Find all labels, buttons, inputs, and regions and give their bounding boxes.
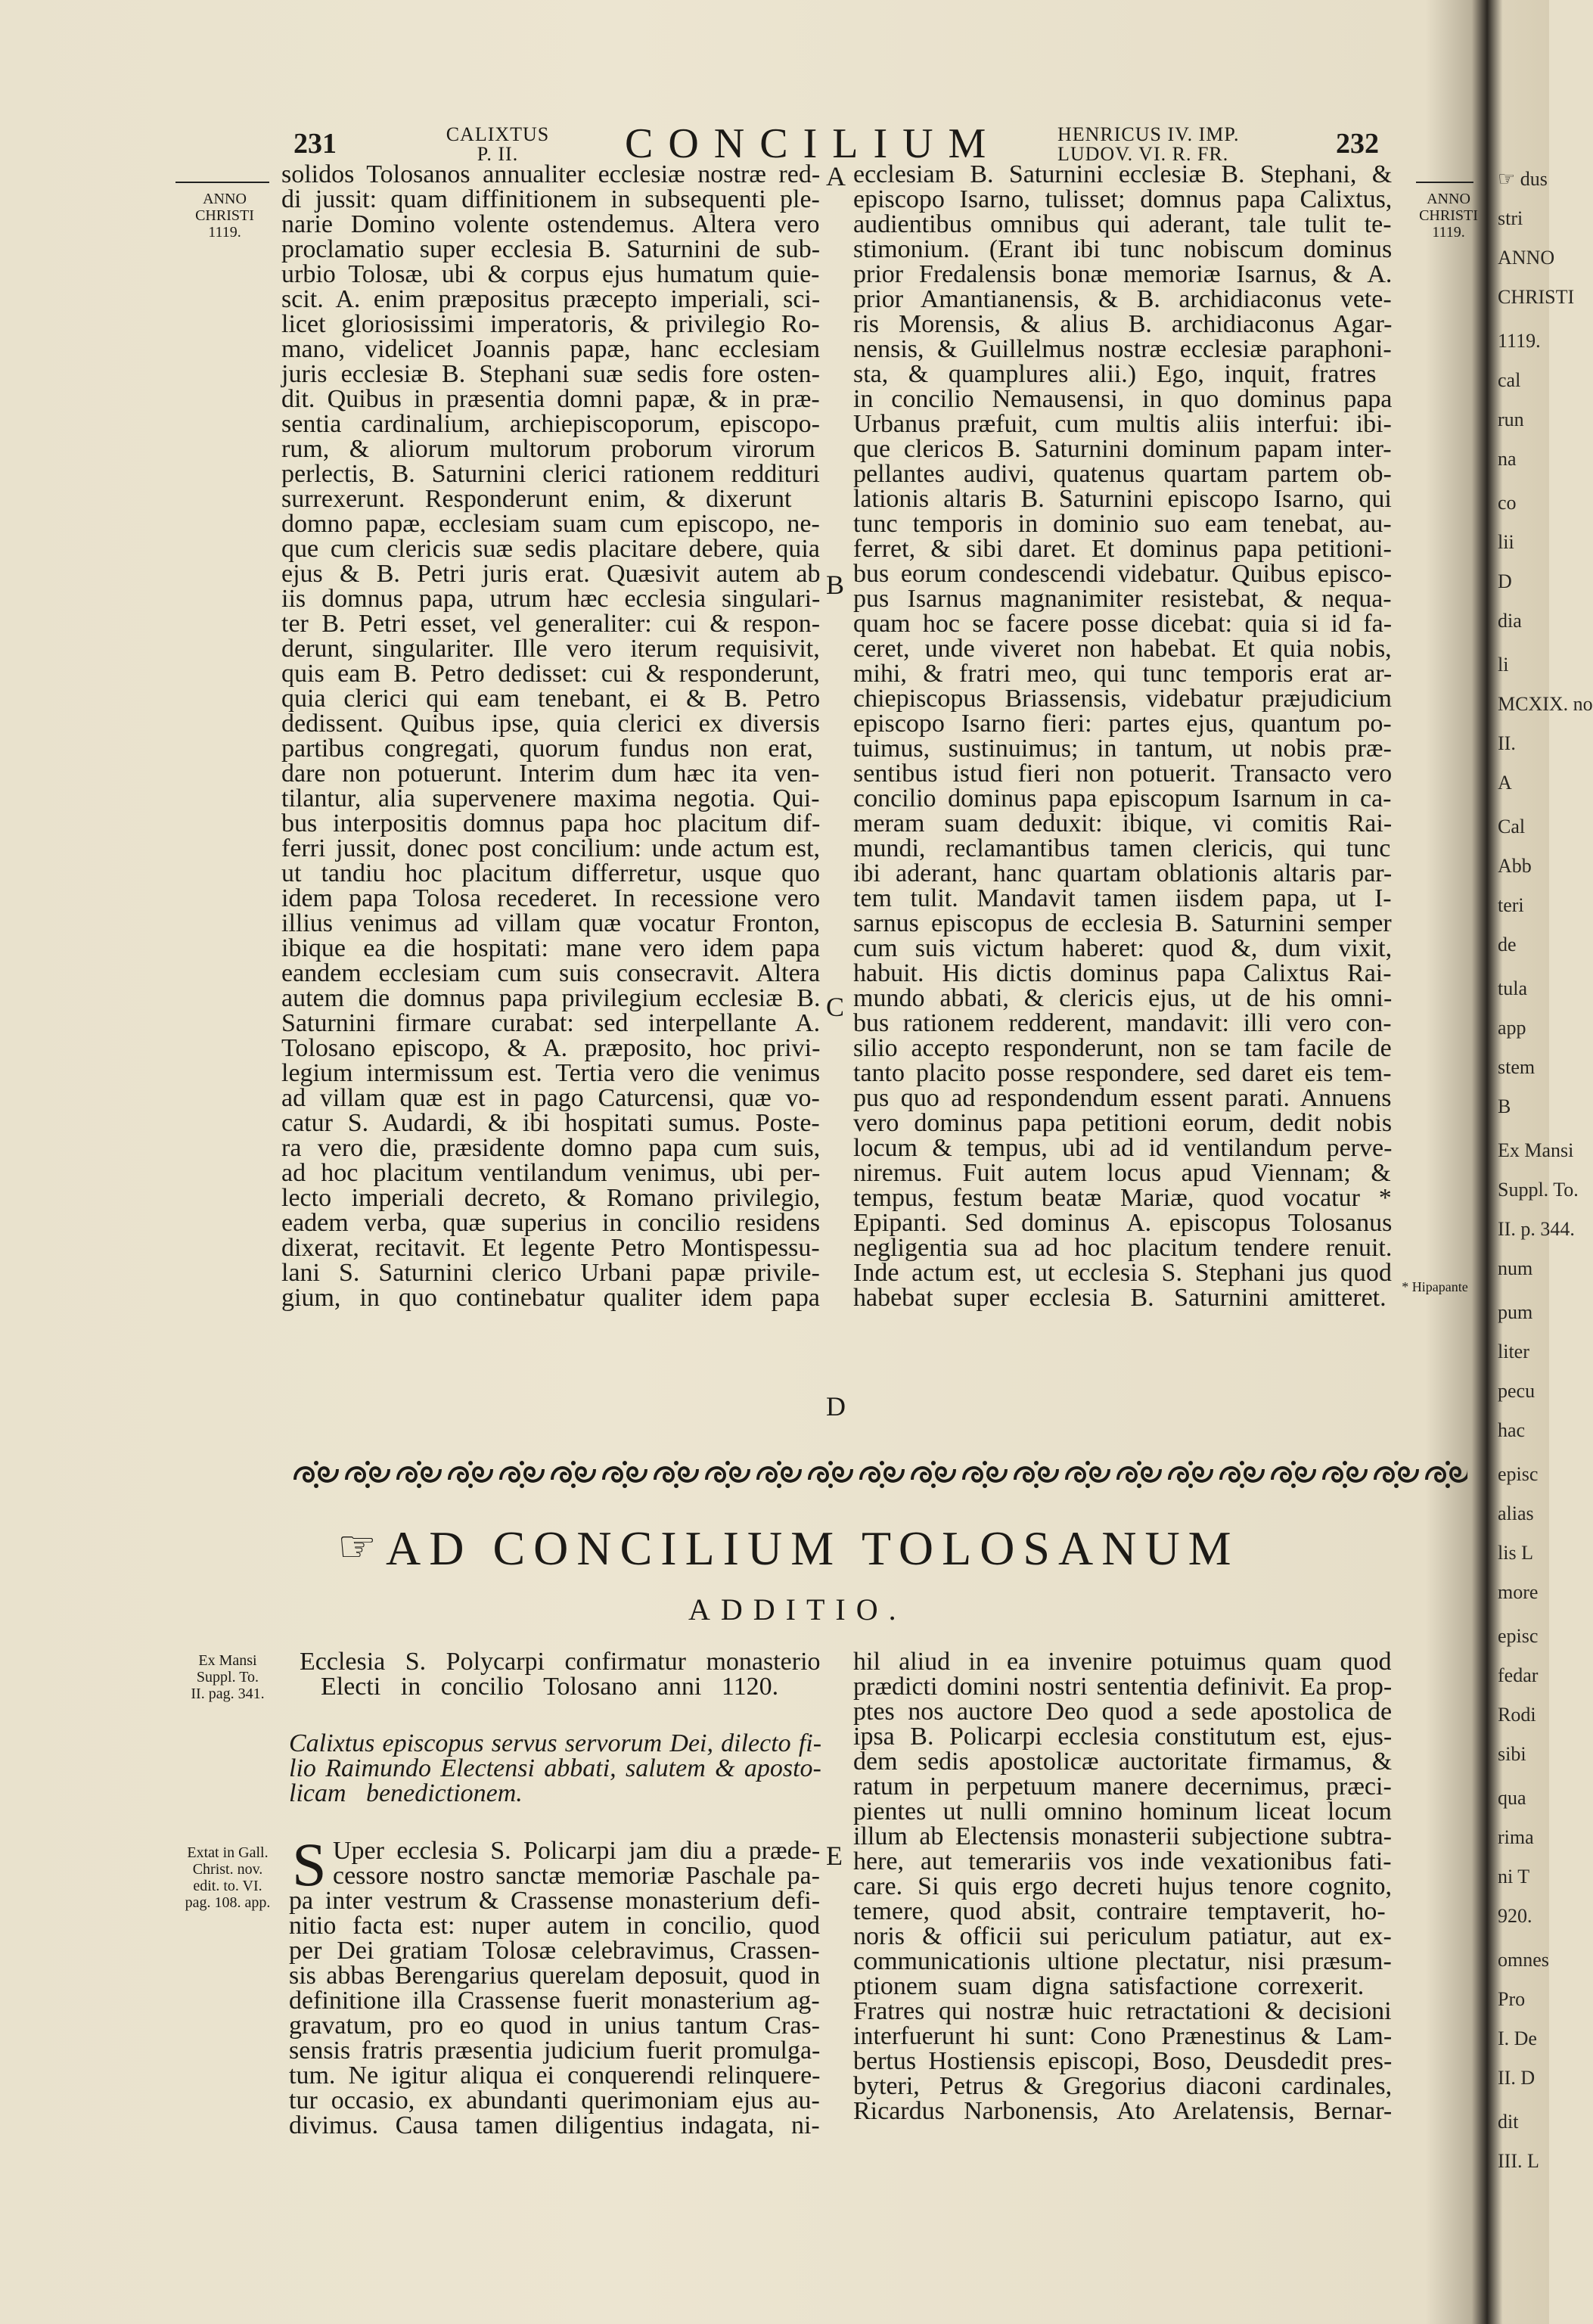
text-line: cessore nostro sanctæ memoriæ Paschale pa-	[333, 1862, 820, 1890]
text-line: habuit. His dictis dominus papa Calixtus Rai-	[853, 959, 1392, 987]
adjacent-fragment: li	[1498, 654, 1509, 676]
adjacent-fragment: lis L	[1498, 1542, 1533, 1564]
text-line: narie Domino volente ostendemus. Altera vero	[281, 210, 820, 238]
text-line: definitione illa Crassense fuerit monasterium ag-	[289, 1987, 820, 2015]
text-line: licet gloriosissimi imperatoris, & privilegio Ro-	[281, 310, 820, 338]
text-line: ferri jussit, donec post concilium: unde actum est,	[281, 834, 821, 862]
text-line: stimonium. (Erant ibi tunc nobiscum dominus	[853, 235, 1393, 263]
text-line: prior Amantianensis, & B. archidiaconus vete-	[853, 285, 1392, 313]
text-line: here, aut temerariis vos inde vexationibus fati-	[853, 1847, 1392, 1875]
text-line: pientes ut nulli omnino hominum liceat locum	[853, 1797, 1392, 1825]
right-column	[853, 162, 1392, 1310]
text-line: locum & tempus, ubi ad id ventilandum perve-	[853, 1134, 1393, 1162]
adjacent-fragment: Ex Mansi	[1498, 1139, 1574, 1161]
text-line: tunc temporis in dominio suo eam tenebat, au-	[853, 510, 1392, 538]
text-line: ad villam quæ est in pago Caturcensi, quæ vo-	[281, 1084, 820, 1112]
text-line: legium intermissum est. Tertia vero die venimus	[281, 1059, 821, 1087]
adjacent-fragment: stem	[1498, 1056, 1536, 1078]
note-line: II. pag. 341.	[191, 1686, 265, 1702]
section-subheading: ADDITIO.	[688, 1592, 907, 1626]
text-line: que cum clericis suæ sedis placitare debere, quia	[281, 535, 820, 563]
running-head-king: LUDOV. VI. R. FR.	[1057, 143, 1229, 165]
text-line: temere, quod absit, contraire temptaverit, ho-	[853, 1897, 1386, 1925]
text-line: hil aliud in ea invenire potuimus quam quod	[853, 1648, 1392, 1676]
adjacent-fragment: na	[1498, 448, 1517, 470]
text-line: tum. Ne igitur aliqua ei conquerendi relinquere-	[289, 2061, 821, 2089]
adjacent-fragment: fedar	[1498, 1664, 1539, 1686]
text-line: ter B. Petri esset, vel generaliter: cui & respon-	[281, 610, 821, 638]
text-line: derunt, singulariter. Ille vero iterum requisivit,	[281, 635, 820, 663]
text-line: illum ab Electensis monasterii subjectione subtra-	[853, 1822, 1392, 1850]
text-line: ceret, unde viveret non habebat. Et quia nobis,	[853, 635, 1392, 663]
adjacent-fragment: ni T	[1498, 1866, 1530, 1887]
text-line: lationis altaris B. Saturnini episcopo Isarno, qui	[853, 485, 1392, 513]
adjacent-fragment: I. De	[1498, 2027, 1537, 2049]
text-line: tanto placito posse respondere, sed daret eis tem-	[853, 1059, 1392, 1087]
text-line: sis abbas Berengarius querelam deposuit, quod in	[289, 1962, 821, 1990]
text-line: eadem verba, quæ superius in concilio residens	[281, 1209, 821, 1237]
running-head-pope: CALIXTUS	[446, 123, 550, 145]
text-line: catur S. Audardi, & ibi hospitati sumus. Poste-	[281, 1109, 820, 1137]
text-line: mano, videlicet Joannis papæ, hanc ecclesiam	[281, 335, 821, 363]
note-line: Christ. nov.	[192, 1861, 263, 1878]
adjacent-fragment: Pro	[1498, 1988, 1526, 2010]
running-head-emperor: HENRICUS IV. IMP.	[1057, 123, 1240, 145]
text-line: Ricardus Narbonensis, Ato Arelatensis, Bernar-	[853, 2097, 1393, 2125]
adjacent-fragment: sibi	[1498, 1743, 1526, 1765]
text-line: Inde actum est, ut ecclesia S. Stephani jus quod	[853, 1259, 1392, 1287]
text-line: gravatum, pro eo quod in unius tantum Cras-	[289, 2012, 821, 2040]
text-line: ratum in perpetuum manere decernimus, præci-	[853, 1773, 1392, 1800]
source-note-gallia	[172, 1844, 283, 1911]
text-line: nensis, & Guillelmus nostræ ecclesiæ paraphoni-	[853, 335, 1392, 363]
christi-word: CHRISTI	[1419, 207, 1478, 224]
adjacent-fragment: cal	[1498, 369, 1521, 391]
text-line: noris & officii sui periculum patiatur, aut ex-	[853, 1922, 1392, 1950]
text-line: sensis fratris præsentia judicium fuerit promulga-	[289, 2037, 821, 2065]
text-line: scit. A. enim præpositus præcepto imperiali, sci-	[281, 285, 821, 313]
adjacent-fragment: teri	[1498, 894, 1524, 916]
text-line: ra vero die, præsidente domno papa cum suis,	[281, 1134, 821, 1162]
anno-word: ANNO	[203, 191, 247, 207]
text-line: Saturnini firmare curabat: sed interpellante A.	[281, 1009, 821, 1037]
text-line: pellantes audivi, quatenus quartam partem ob-	[853, 460, 1392, 488]
left-margin-rule	[175, 182, 269, 183]
left-running-head	[437, 125, 558, 164]
text-line: bus interpositis domnus papa hoc placitum dif-	[281, 809, 821, 837]
text-line: ad hoc placitum ventilandum venimus, ubi per-	[281, 1159, 821, 1187]
charter-salutation	[289, 1731, 821, 1806]
adjacent-fragment: II.	[1498, 732, 1516, 754]
adjacent-fragment: Abb	[1498, 855, 1532, 877]
text-line: in concilio Nemausensi, in quo dominus papa	[853, 385, 1393, 413]
left-column	[281, 162, 820, 1310]
adjacent-fragment: 920.	[1498, 1905, 1532, 1927]
summary-line: Ecclesia S. Polycarpi confirmatur monasterio	[300, 1648, 821, 1676]
text-line: bus eorum condescendi videbatur. Quibus episco-	[853, 560, 1393, 588]
adjacent-fragment: num	[1498, 1257, 1533, 1279]
text-line: ibique ea die hospitati: mane vero idem papa	[281, 934, 820, 962]
text-line: pus quo ad respondendum essent parati. Annuens	[853, 1084, 1392, 1112]
adjacent-fragment: pecu	[1498, 1380, 1536, 1402]
text-line: episcopo Isarno fieri: partes ejus, quantum po-	[853, 710, 1392, 738]
running-head-pope-number: P. II.	[477, 143, 519, 165]
right-page-number: 232	[1336, 128, 1379, 160]
adjacent-fragment: lii	[1498, 531, 1514, 553]
adjacent-fragment: MCXIX. no	[1498, 693, 1593, 715]
text-line: pus Isarnus magnanimiter resistebat, & nequa-	[853, 585, 1392, 613]
text-line: que clericos B. Saturnini dominum papam inter-	[853, 435, 1392, 463]
anno-right	[1407, 191, 1490, 241]
text-line: Tolosano episcopo, & A. præposito, hoc privi-	[281, 1034, 821, 1062]
adjacent-fragment: 1119.	[1498, 330, 1541, 352]
text-line: di jussit: quam diffinitionem in subsequenti ple-	[281, 185, 820, 213]
text-line: tilantur, alia supervenere maxima negotia. Qui-	[281, 785, 820, 812]
text-line: ris Morensis, & alius B. archidiaconus Agar-	[853, 310, 1393, 338]
adjacent-fragment: D	[1498, 570, 1512, 592]
adjacent-fragment: hac	[1498, 1419, 1526, 1441]
left-page-number: 231	[293, 128, 337, 160]
adjacent-fragment: Suppl. To.	[1498, 1179, 1579, 1201]
text-line: audientibus omnibus qui aderant, tale tulit te-	[853, 210, 1392, 238]
adjacent-fragment: omnes	[1498, 1949, 1549, 1971]
text-line: dedissent. Quibus ipse, quia clerici ex diversis	[281, 710, 820, 738]
salutation-line: licam benedictionem.	[289, 1779, 523, 1807]
section-letter-e: E	[826, 1841, 843, 1871]
text-line: surrexerunt. Responderunt enim, & dixerunt	[281, 485, 792, 513]
adjacent-fragment: more	[1498, 1581, 1539, 1603]
ornament-band	[290, 1457, 1467, 1492]
text-line: dem sedis apostolicæ auctoritate firmamus, &	[853, 1748, 1393, 1776]
adjacent-fragment: stri	[1498, 207, 1523, 229]
text-line: autem die domnus papa privilegium ecclesiæ B.	[281, 984, 821, 1012]
adjacent-fragment: episc	[1498, 1625, 1539, 1647]
text-line: chiepiscopus Briassensis, videbatur præjudicium	[853, 685, 1392, 713]
text-line: sentia cardinalium, archiepiscoporum, episcopo-	[281, 410, 820, 438]
text-line: partibus congregati, quorum fundus non erat,	[281, 735, 813, 763]
text-line: mundo abbati, & clericis ejus, ut de his omni-	[853, 984, 1393, 1012]
adjacent-fragment: ANNO	[1498, 247, 1555, 269]
text-line: episcopo Isarno, tulisset; domnus papa Calixtus,	[853, 185, 1393, 213]
text-line: ptionem suam digna satisfactione correxerit.	[853, 1972, 1365, 2000]
adjacent-fragment: qua	[1498, 1787, 1526, 1809]
source-note-mansi	[179, 1652, 277, 1702]
text-line: lani S. Saturnini clerico Urbani papæ privile-	[281, 1259, 820, 1287]
pointing-hand-icon: ☞	[337, 1521, 377, 1572]
text-line: prior Fredalensis bonæ memoriæ Isarnus, & A.	[853, 260, 1393, 288]
right-running-head	[1057, 125, 1307, 164]
text-line: eandem ecclesiam cum suis consecravit. Altera	[281, 959, 821, 987]
text-line: byteri, Petrus & Gregorius diaconi cardinales,	[853, 2072, 1393, 2100]
adjacent-fragment: Rodi	[1498, 1704, 1536, 1726]
note-line: edit. to. VI.	[193, 1878, 262, 1894]
adjacent-fragment: liter	[1498, 1341, 1529, 1362]
text-line: domno papæ, ecclesiam suam cum episcopo, ne-	[281, 510, 820, 538]
text-line: illius venimus ad villam quæ vocatur Fronton,	[281, 909, 821, 937]
text-line: ptes nos auctore Deo quod a sede apostolica de	[853, 1698, 1393, 1726]
right-margin-rule	[1416, 182, 1473, 183]
text-line: tem tulit. Mandavit tamen iisdem papa, ut I-	[853, 884, 1392, 912]
adjacent-fragment: app	[1498, 1017, 1526, 1039]
text-line: pa inter vestrum & Crassense monasterium defi-	[289, 1887, 821, 1915]
addition-left-column	[289, 1830, 821, 2139]
text-line: silio accepto responderunt, non se tam facile de	[853, 1034, 1392, 1062]
text-line: rum, & aliorum multorum proborum virorum	[281, 435, 815, 463]
drop-cap: S	[292, 1830, 327, 1899]
text-line: quam hoc se facere posse dicebat: quia si id fa-	[853, 610, 1393, 638]
text-line: Fratres qui nostræ huic retractationi & decisioni	[853, 1997, 1392, 2025]
text-line: negligentia sua ad hoc placitum tendere renuit.	[853, 1234, 1393, 1262]
text-line: ejus & B. Petri juris erat. Quæsivit autem ab	[281, 560, 821, 588]
christi-word: CHRISTI	[195, 207, 254, 224]
summary-line: Electi in concilio Tolosano anni 1120.	[321, 1673, 779, 1701]
text-line: sentibus istud fieri non potuerit. Transacto vero	[853, 760, 1393, 788]
text-line: dit. Quibus in præsentia domni papæ, & in præ-	[281, 385, 820, 413]
text-line: dixerat, recitavit. Et legente Petro Montispessu-	[281, 1234, 820, 1262]
text-line: Urbanus præfuit, cum multis aliis interfui: ibi-	[853, 410, 1392, 438]
text-line: mihi, & fratri meo, qui tunc temporis erat ar-	[853, 660, 1393, 688]
adjacent-fragment: alias	[1498, 1502, 1534, 1524]
text-line: prædicti domini nostri sententia definivit. Ea prop-	[853, 1673, 1393, 1701]
adjacent-fragment: de	[1498, 934, 1517, 955]
anno-word: ANNO	[1427, 191, 1470, 207]
addition-right-column	[853, 1649, 1392, 2124]
text-line: tur occasio, ex abundanti querimoniam ejus au-	[289, 2086, 820, 2114]
adjacent-fragment: dia	[1498, 610, 1522, 632]
adjacent-fragment: B	[1498, 1095, 1511, 1117]
text-line: concilio dominus papa episcopum Isarnum in ca-	[853, 785, 1392, 812]
charter-summary	[300, 1649, 821, 1699]
note-line: Suppl. To.	[196, 1669, 259, 1686]
text-line: care. Si quis ergo decreti hujus tenore cognito,	[853, 1872, 1393, 1900]
text-line: niremus. Fuit autem locus apud Viennam; &	[853, 1159, 1391, 1187]
adjacent-fragment: pum	[1498, 1301, 1533, 1323]
section-letter-a: A	[826, 161, 846, 191]
text-line: mundi, reclamantibus tamen clericis, qui tunc	[853, 834, 1391, 862]
text-line: quis eam B. Petro dedisset: cui & responderunt,	[281, 660, 820, 688]
text-line: proclamatio super ecclesia B. Saturnini de sub-	[281, 235, 821, 263]
adjacent-fragment: tula	[1498, 977, 1527, 999]
anno-left	[175, 191, 274, 241]
text-line: Epipanti. Sed dominus A. episcopus Tolosanus	[853, 1209, 1393, 1237]
adjacent-fragment: II. p. 344.	[1498, 1218, 1575, 1240]
text-line: solidos Tolosanos annualiter ecclesiæ nostræ red-	[281, 160, 821, 188]
text-line: gium, in quo continebatur qualiter idem papa	[281, 1284, 820, 1312]
adjacent-fragment: A	[1498, 772, 1512, 794]
section-heading: AD CONCILIUM TOLOSANUM	[386, 1521, 1240, 1575]
adjacent-fragment: CHRISTI	[1498, 286, 1575, 308]
adjacent-fragment: III. L	[1498, 2150, 1539, 2172]
adjacent-page-strip	[1498, 166, 1593, 2300]
text-line: per Dei gratiam Tolosæ celebravimus, Crassen-	[289, 1937, 820, 1965]
text-line: sarnus episcopus de ecclesia B. Saturnini semper	[853, 909, 1392, 937]
salutation-line: Calixtus episcopus servus servorum Dei, dilecto fi-	[289, 1729, 822, 1757]
adjacent-fragment: II. D	[1498, 2067, 1536, 2089]
text-line: nitio facta est: nuper autem in concilio, quod	[289, 1912, 821, 1940]
section-letter-c: C	[826, 992, 845, 1022]
text-line: ecclesiam B. Saturnini ecclesiæ B. Stephani, &	[853, 160, 1393, 188]
text-line: cum suis victum haberet: quod &, dum vixit,	[853, 934, 1393, 962]
text-line: iis domnus papa, utrum hæc ecclesia singulari-	[281, 585, 821, 613]
adjacent-fragment: dit	[1498, 2111, 1519, 2133]
section-letter-b: B	[826, 570, 845, 600]
text-line: ipsa B. Policarpi ecclesia constitutum est, ejus-	[853, 1723, 1393, 1751]
adjacent-fragment: ☞ dus	[1498, 168, 1548, 190]
text-line: dare non potuerunt. Interim dum hæc ita ven-	[281, 760, 820, 788]
text-line: ibi aderant, hanc quartam oblationis altaris par-	[853, 859, 1393, 887]
text-line: tuimus, sustinuimus; in tantum, ut nobis præ-	[853, 735, 1392, 763]
text-line: communicationis ultione plectatur, nisi præsum-	[853, 1947, 1392, 1975]
text-line: interfuerunt hi sunt: Cono Prænestinus & Lam-	[853, 2022, 1393, 2050]
text-line: urbio Tolosæ, ubi & corpus ejus humatum quie-	[281, 260, 820, 288]
salutation-line: lio Raimundo Electensi abbati, salutem & aposto-	[289, 1754, 821, 1782]
text-line: sta, & quamplures alii.) Ego, inquit, fratres	[853, 360, 1377, 388]
text-line: divimus. Causa tamen diligentius indagata, ni-	[289, 2111, 820, 2139]
text-line: meram suam deduxit: ibique, vi comitis Rai-	[853, 809, 1393, 837]
text-line: idem papa Tolosa recederet. In recessione vero	[281, 884, 821, 912]
text-line: Uper ecclesia S. Policarpi jam diu a præde-	[333, 1837, 821, 1865]
adjacent-fragment: rima	[1498, 1826, 1534, 1848]
text-line: vero dominus papa petitioni eorum, dedit nobis	[853, 1109, 1393, 1137]
text-line: bus rationem redderent, mandavit: illi vero con-	[853, 1009, 1392, 1037]
page-title: CONCILIUM	[625, 120, 1001, 167]
hipapante-note: * Hipapante	[1402, 1279, 1468, 1294]
year: 1119.	[208, 224, 241, 241]
text-line: ut tandiu hoc placitum differretur, usque quo	[281, 859, 821, 887]
section-letter-d: D	[826, 1391, 846, 1421]
text-line: quia clerici qui eam tenebant, ei & B. Petro	[281, 685, 821, 713]
text-line: bertus Hostiensis episcopi, Boso, Deusdedit pres-	[853, 2047, 1393, 2075]
adjacent-fragment: run	[1498, 409, 1524, 430]
adjacent-fragment: co	[1498, 492, 1517, 514]
text-line: juris ecclesiæ B. Stephani suæ sedis fore osten-	[281, 360, 821, 388]
text-line: tempus, festum beatæ Mariæ, quod vocatur *	[853, 1184, 1392, 1212]
text-line: lecto imperiali decreto, & Romano privilegio,	[281, 1184, 821, 1212]
text-line: perlectis, B. Saturnini clerici rationem reddituri	[281, 460, 820, 488]
note-line: pag. 108. app.	[185, 1894, 271, 1911]
adjacent-fragment: episc	[1498, 1463, 1539, 1485]
note-line: Ex Mansi	[198, 1652, 257, 1669]
note-line: Extat in Gall.	[187, 1844, 269, 1861]
text-line: ferret, & sibi daret. Et dominus papa petitioni-	[853, 535, 1392, 563]
text-line: habebat super ecclesia B. Saturnini amitteret.	[853, 1284, 1386, 1312]
adjacent-fragment: Cal	[1498, 816, 1526, 837]
year: 1119.	[1432, 224, 1465, 241]
